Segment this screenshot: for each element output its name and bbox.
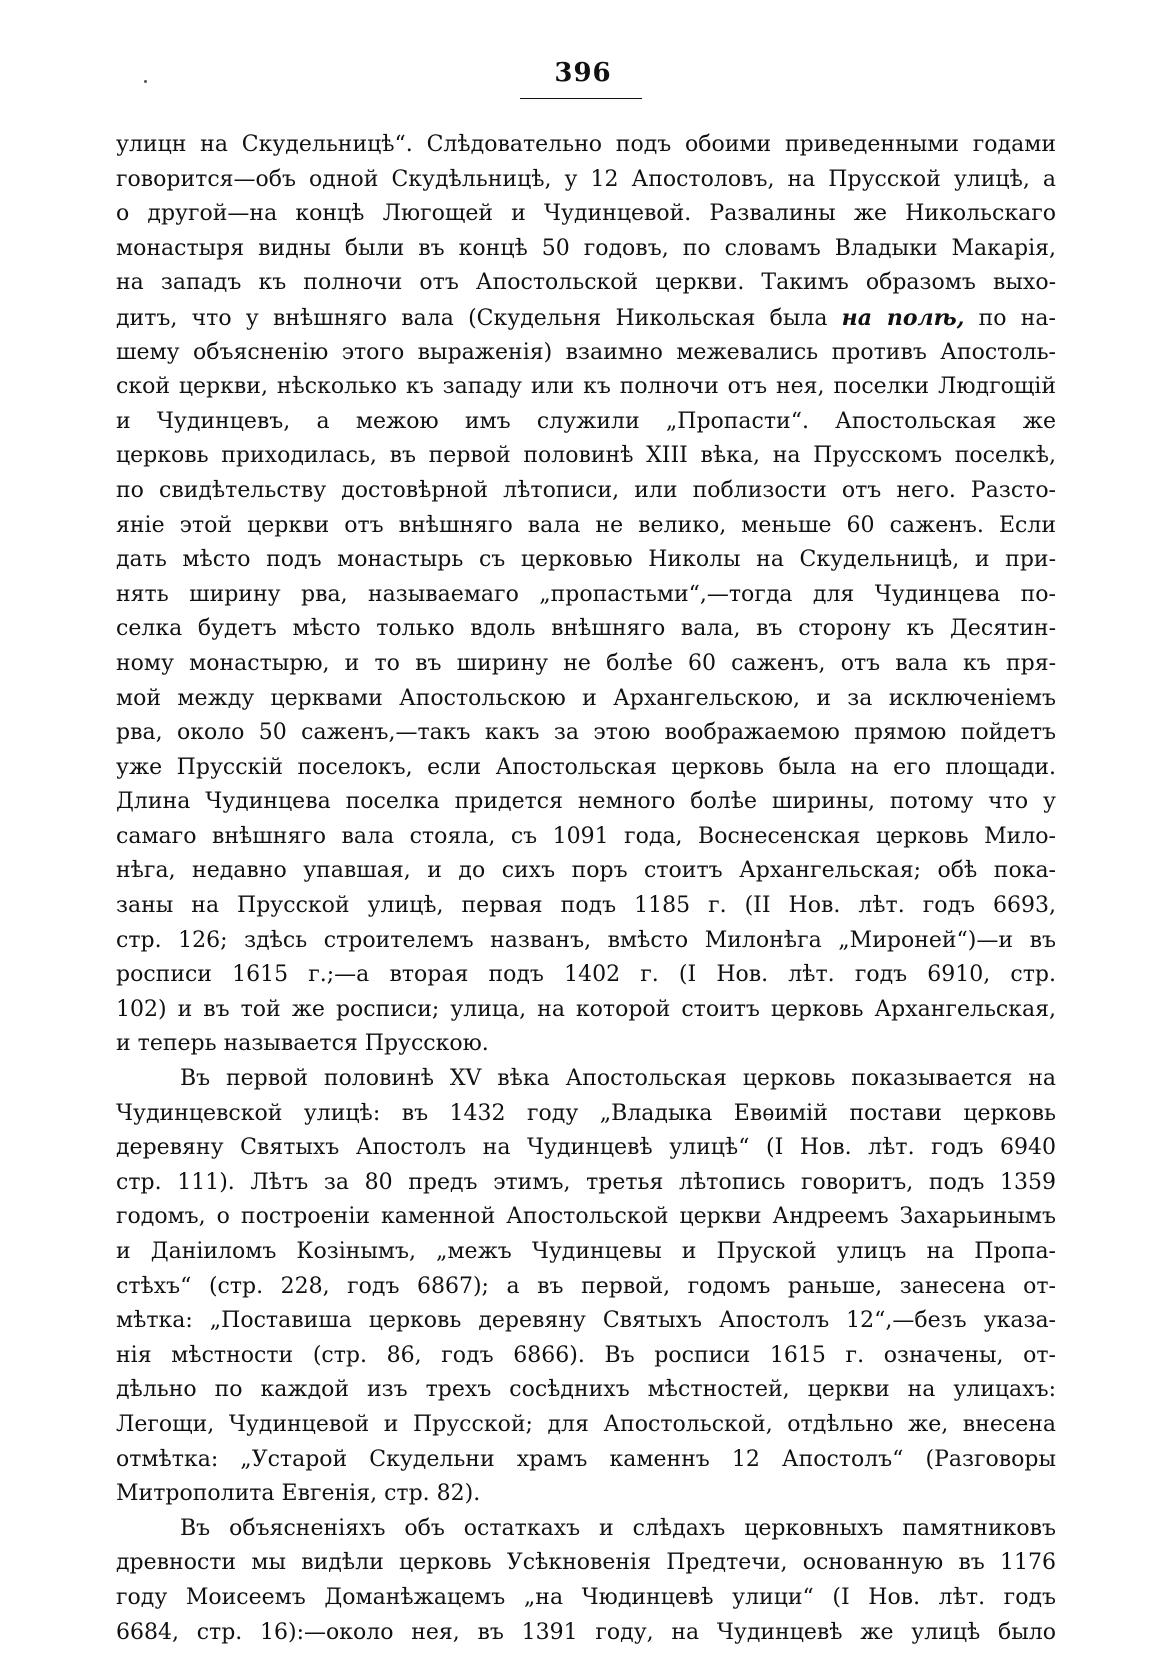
text-line: и Даніиломъ Козінымъ, „межъ Чудинцевы и Пруской улицъ на Пропа- (116, 1239, 1056, 1264)
text-line: годомъ, о построеніи каменной Апостольской церкви Андреемъ Захарьинымъ (116, 1204, 1056, 1230)
text-line: стр. 126; здѣсь строителемъ названъ, вмѣсто Милонѣга „Мироней“)—и въ (116, 927, 1056, 953)
paragraph-end-line: и теперь называется Прусскою. (116, 1031, 489, 1057)
text-line: Легощи, Чудинцевой и Прусской; для Апостольской, отдѣльно же, внесена (116, 1411, 1056, 1437)
text-line: селка будетъ мѣсто только вдоль внѣшняго вала, въ сторону къ Десятин- (116, 616, 1056, 642)
text-line: отмѣтка: „Устарой Скудельни храмъ каменнъ 12 Апостолъ“ (Разговоры (116, 1446, 1056, 1472)
paragraph-end-line: Митрополита Евгенія, стр. 82). (116, 1481, 481, 1507)
text-line: стѣхъ“ (стр. 228, годъ 6867); а въ первой, годомъ раньше, занесена от- (116, 1273, 1056, 1299)
text-line: на западъ къ полночи отъ Апостольской церкви. Такимъ образомъ выхо- (116, 270, 1056, 296)
text-line: церковь приходилась, въ первой половинѣ XIII вѣка, на Прусскомъ поселкѣ, (116, 443, 1056, 469)
text-line: древности мы видѣли церковь Усѣкновенія Предтечи, основанную въ 1176 (116, 1550, 1056, 1576)
text-line: стр. 111). Лѣтъ за 80 предъ этимъ, третья лѣтопись говоритъ, подъ 1359 (116, 1169, 1056, 1195)
text-line: мой между церквами Апостольскою и Архангельскою, и за исключеніемъ (116, 685, 1056, 711)
text-line: ской церкви, нѣсколько къ западу или къ полночи отъ нея, поселки Людгощій (116, 374, 1056, 400)
text-line: улицн на Скудельницѣ“. Слѣдовательно подъ обоими приведенными годами (116, 132, 1056, 157)
page-number: 396 (554, 58, 612, 88)
text-line: ному монастырю, и то въ ширину не болѣе 60 саженъ, отъ вала къ пря- (116, 650, 1056, 676)
text-line: деревяну Святыхъ Апостолъ на Чудинцевѣ улицѣ“ (I Нов. лѣт. годъ 6940 (116, 1135, 1056, 1161)
text-line: о другой—на концѣ Люгощей и Чудинцевой. Развалины же Никольскаго (116, 201, 1056, 227)
text-line: дать мѣсто подъ монастырь съ церковью Николы на Скудельницѣ, и при- (116, 547, 1056, 573)
text-line: нѣга, недавно упавшая, и до сихъ поръ стоитъ Архангельская; обѣ пока- (116, 858, 1056, 884)
text-line: рва, около 50 саженъ,—такъ какъ за этою воображаемою прямою пойдетъ (116, 720, 1056, 746)
text-line: шему объясненію этого выраженія) взаимно межевались противъ Апостоль- (116, 339, 1056, 365)
text-line: самаго внѣшняго вала стояла, съ 1091 года, Воснесенская церковь Мило- (116, 823, 1056, 849)
text-line: говорится—объ одной Скудѣльницѣ, у 12 Апостоловъ, на Прусской улицѣ, а (116, 166, 1056, 192)
text-line: году Моисеемъ Доманѣжацемъ „на Чюдинцевѣ улици“ (I Нов. лѣт. годъ (116, 1584, 1056, 1610)
page-speck (144, 80, 147, 83)
text-line: росписи 1615 г.;—а вторая подъ 1402 г. (I Нов. лѣт. годъ 6910, стр. (116, 962, 1056, 988)
text-line: нія мѣстности (стр. 86, годъ 6866). Въ росписи 1615 г. означены, от- (116, 1342, 1056, 1368)
text-line: нять ширину рва, называемаго „пропастьми“,—тогда для Чудинцева по- (116, 581, 1056, 607)
text-line: по свидѣтельству достовѣрной лѣтописи, или поблизости отъ него. Разсто- (116, 477, 1056, 503)
text-line: яніе этой церкви отъ внѣшняго вала не велико, меньше 60 саженъ. Если (116, 512, 1056, 538)
text-line: мѣтка: „Поставиша церковь деревяну Святыхъ Апостолъ 12“,—безъ указа- (116, 1308, 1056, 1334)
text-line: заны на Прусской улицѣ, первая подъ 1185 г. (II Нов. лѣт. годъ 6693, (116, 893, 1056, 919)
emphasized-phrase: на полѣ, (841, 304, 965, 331)
text-line-end: по на- (978, 305, 1056, 331)
text-line: и Чудинцевъ, а межою имъ служили „Пропасти“. Апостольская же (116, 408, 1056, 434)
page-number-rule (520, 98, 642, 99)
text-line: уже Прусскій поселокъ, если Апостольская церковь была на его площади. (116, 754, 1056, 780)
text-line: монастыря видны были въ концѣ 50 годовъ, по словамъ Владыки Макарія, (116, 235, 1056, 261)
paragraph-start-line: Въ объясненіяхъ объ остаткахъ и слѣдахъ церковныхъ памятниковъ (180, 1515, 1056, 1541)
text-line: 102) и въ той же росписи; улица, на которой стоитъ церковь Архангельская, (116, 996, 1056, 1022)
paragraph-start-line: Въ первой половинѣ XV вѣка Апостольская церковь показывается на (180, 1066, 1056, 1092)
text-line: 6684, стр. 16):—около нея, въ 1391 году, на Чудинцевѣ же улицѣ было (116, 1619, 1056, 1645)
body-text (116, 128, 1056, 1650)
text-line-with-emphasis (116, 301, 1056, 336)
text-line: дѣльно по каждой изъ трехъ сосѣднихъ мѣстностей, церкви на улицахъ: (116, 1377, 1056, 1403)
text-line: Длина Чудинцева поселка придется немного болѣе ширины, потому что у (116, 789, 1056, 815)
text-line: Чудинцевской улицѣ: въ 1432 году „Владыка Евѳимій постави церковь (116, 1100, 1056, 1126)
text-line-start: дитъ, что у внѣшняго вала (Скудельня Никольская была (116, 305, 828, 331)
